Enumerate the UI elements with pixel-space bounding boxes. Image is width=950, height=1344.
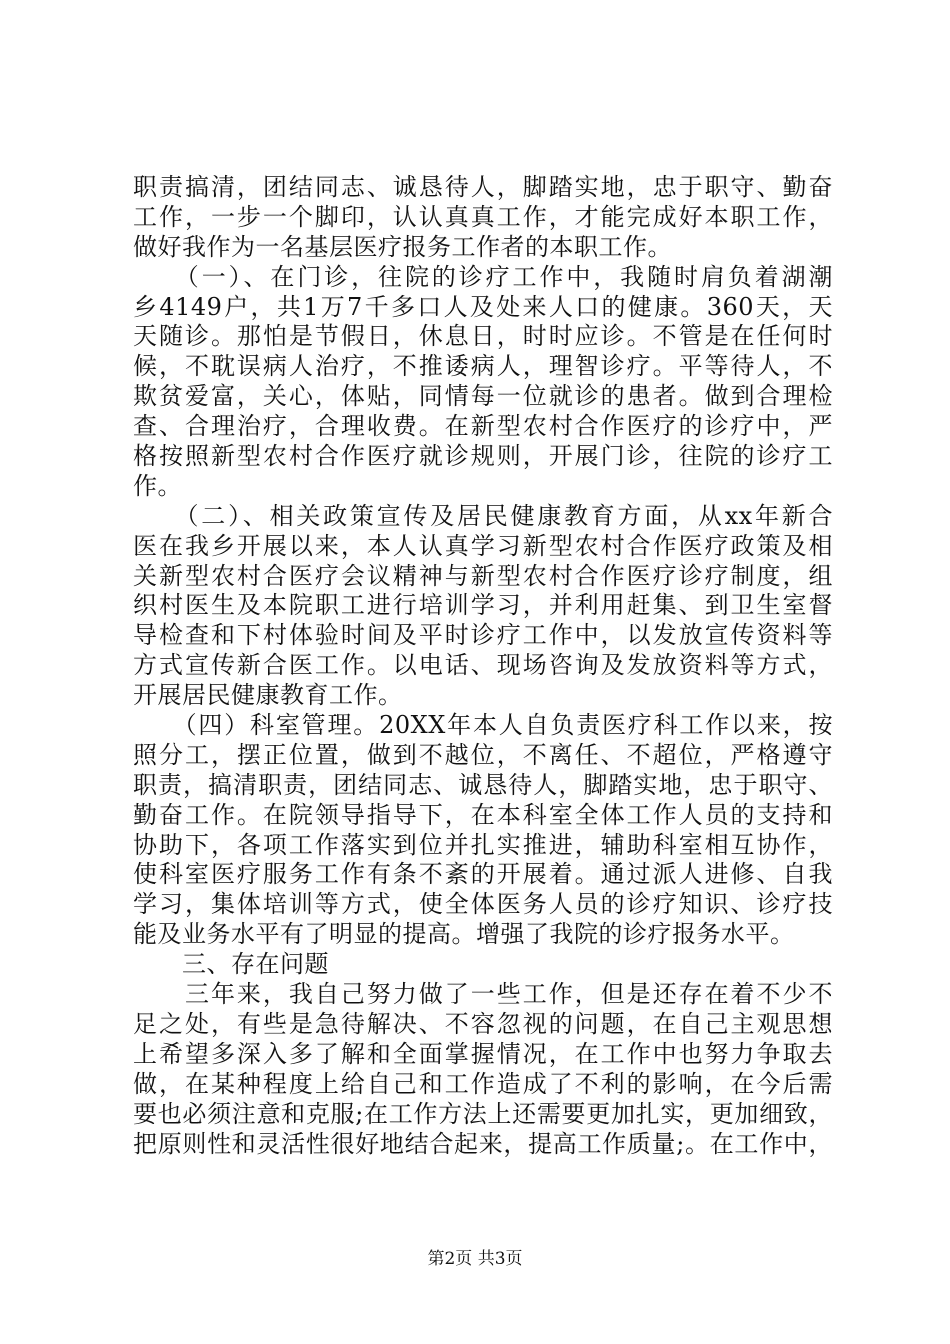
page-footer: 第2页 共3页 (427, 1249, 523, 1269)
text-line: 勤奋工作。在院领导指导下，在本科室全体工作人员的支持和 (133, 800, 833, 829)
text-line: 三、存在问题 (133, 950, 329, 979)
text-line: 使科室医疗服务工作有条不紊的开展着。通过派人进修、自我 (133, 860, 833, 889)
text-line: 上希望多深入多了解和全面掌握情况，在工作中也努力争取去 (133, 1039, 833, 1068)
text-line: 作。 (133, 471, 182, 500)
text-line: 做，在某种程度上给自己和工作造成了不利的影响，在今后需 (133, 1069, 833, 1098)
text-line: 照分工，摆正位置，做到不越位，不离任、不超位，严格遵守 (133, 740, 833, 769)
body-text (133, 173, 833, 1159)
text-line: 医在我乡开展以来，本人认真学习新型农村合作医疗政策及相 (133, 531, 833, 560)
text-line: 要也必须注意和克服;在工作方法上还需要更加扎实，更加细致， (133, 1099, 833, 1128)
text-line: 足之处，有些是急待解决、不容忽视的问题，在自己主观思想 (133, 1009, 833, 1038)
text-line: （一）、在门诊，往院的诊疗工作中，我随时肩负着湖潮 (133, 262, 833, 291)
text-line: （四）科室管理。20XX年本人自负责医疗科工作以来，按 (133, 711, 833, 740)
text-line: 查、合理治疗，合理收费。在新型农村合作医疗的诊疗中，严 (133, 412, 833, 441)
text-line: 欺贫爱富，关心，体贴，同情每一位就诊的患者。做到合理检 (133, 382, 833, 411)
text-line: 职责搞清，团结同志、诚恳待人，脚踏实地，忠于职守、勤奋 (133, 173, 833, 201)
text-line: 工作，一步一个脚印，认认真真工作，才能完成好本职工作， (133, 202, 833, 231)
text-line: 三年来，我自己努力做了一些工作，但是还存在着不少不 (133, 980, 833, 1009)
text-line: （二）、相关政策宣传及居民健康教育方面，从xx年新合 (133, 501, 833, 530)
text-line: 天随诊。那怕是节假日，休息日，时时应诊。不管是在任何时 (133, 322, 833, 351)
text-line: 关新型农村合医疗会议精神与新型农村合作医疗诊疗制度，组 (133, 561, 833, 590)
text-line: 做好我作为一名基层医疗报务工作者的本职工作。 (133, 232, 672, 261)
text-line: 导检查和下村体验时间及平时诊疗工作中，以发放宣传资料等 (133, 621, 833, 650)
text-line: 学习，集体培训等方式，使全体医务人员的诊疗知识、诊疗技 (133, 890, 833, 919)
text-line: 织村医生及本院职工进行培训学习，并利用赶集、到卫生室督 (133, 591, 833, 620)
text-line: 乡4149户，共1万7千多口人及处来人口的健康。360天，天 (133, 292, 833, 321)
text-line: 能及业务水平有了明显的提高。增强了我院的诊疗报务水平。 (133, 920, 795, 949)
text-line: 开展居民健康教育工作。 (133, 681, 403, 710)
text-line: 职责，搞清职责，团结同志、诚恳待人，脚踏实地，忠于职守、 (133, 770, 833, 799)
text-line: 协助下，各项工作落实到位并扎实推进，辅助科室相互协作， (133, 830, 833, 859)
text-line: 格按照新型农村合作医疗就诊规则，开展门诊，往院的诊疗工 (133, 442, 833, 471)
text-line: 把原则性和灵活性很好地结合起来，提高工作质量;。在工作中， (133, 1129, 833, 1158)
text-line: 候，不耽误病人治疗，不推诿病人，理智诊疗。平等待人，不 (133, 352, 833, 381)
text-line: 方式宣传新合医工作。以电话、现场咨询及发放资料等方式， (133, 651, 833, 680)
